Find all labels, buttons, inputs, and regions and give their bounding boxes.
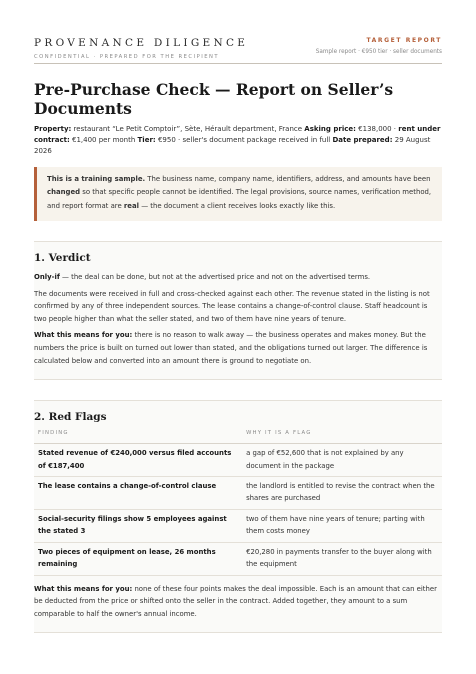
property-value: restaurant “Le Petit Comptoir”, Sète, Hérault department, France <box>73 125 303 133</box>
verdict-p1-text: — the deal can be done, but not at the advertised price and not on the advertised terms. <box>59 273 371 282</box>
red-flags-table <box>34 430 442 575</box>
report-meta <box>34 124 442 158</box>
notice-text-2: so that specific people cannot be identified. The legal provisions, source names, verification method, and report format are <box>47 188 432 210</box>
red-flags-summary <box>34 583 442 621</box>
finding-cell: The lease contains a change-of-control clause <box>34 477 242 510</box>
table-row <box>34 477 442 510</box>
verdict-p3-text: there is no reason to walk away — the business operates and makes money. But the numbers the price is built on turned out lower than stated, and the obligations turned out larger. The difference is calculated below and converted into an amount there is ground to negotiate on. <box>34 331 428 365</box>
red-flags-section <box>34 400 442 633</box>
notice-lead: This is a training sample. <box>47 174 146 183</box>
tier-value: €950 · seller's document package received in full <box>157 136 331 145</box>
asking-price-label: Asking price: <box>304 125 356 133</box>
notice-real: real <box>123 201 139 210</box>
report-header <box>34 0 442 64</box>
table-row <box>34 509 442 542</box>
table-header-row <box>34 430 442 444</box>
asking-price-value: €138,000 · <box>358 125 397 133</box>
verdict-paragraph-2: The documents were received in full and cross-checked against each other. The revenue stated in the listing is not confirmed by any of three independent sources. The lease contains a change-of-control clause. Staff headcount is two people higher than what the seller stated, and two of them have nine years of tenure. <box>34 289 430 323</box>
verdict-section <box>34 241 442 380</box>
property-label: Property: <box>34 125 72 133</box>
red-flags-summary-text: none of these four points makes the deal impossible. Each is an amount that can either be deducted from the price or shifted onto the seller in the contract. Added together, they amount to a sum comparable to half the owner's annual income. <box>34 584 437 618</box>
verdict-paragraph-1 <box>34 271 442 284</box>
verdict-only-if: Only-if <box>34 273 60 282</box>
page-title: Pre-Purchase Check — Report on Seller’s Documents <box>34 80 394 118</box>
why-cell: €20,280 in payments transfer to the buyer along with the equipment <box>242 542 442 575</box>
finding-cell: Two pieces of equipment on lease, 26 months remaining <box>34 542 242 575</box>
column-header-why: WHY IT IS A FLAG <box>242 430 442 444</box>
date-label: Date prepared: <box>332 136 393 145</box>
confidential-tagline: CONFIDENTIAL · PREPARED FOR THE RECIPIENT <box>34 54 220 60</box>
verdict-paragraph-3 <box>34 329 442 367</box>
why-cell: the landlord is entitled to revise the contract when the shares are purchased <box>242 477 442 510</box>
red-flags-heading: 2. Red Flags <box>34 411 107 424</box>
finding-cell: Stated revenue of €240,000 versus filed accounts of €187,400 <box>34 444 242 477</box>
training-sample-notice <box>34 167 442 222</box>
column-header-finding: FINDING <box>34 430 242 444</box>
table-row <box>34 542 442 575</box>
date-value: 29 August 2026 <box>34 136 431 156</box>
why-cell: two of them have nine years of tenure; parting with them costs money <box>242 509 442 542</box>
why-cell: a gap of €52,600 that is not explained by any document in the package <box>242 444 442 477</box>
notice-text-1: The business name, company name, identifiers, address, and amounts have been <box>145 174 431 183</box>
red-flags-meaning-lead: What this means for you: <box>34 584 133 593</box>
brand-name: PROVENANCE DILIGENCE <box>34 37 249 49</box>
tier-label: Tier: <box>137 136 156 145</box>
target-report-subtitle: Sample report · €950 tier · seller documents <box>315 49 442 55</box>
verdict-meaning-lead: What this means for you: <box>34 331 133 340</box>
notice-text-3: — the document a client receives looks exactly like this. <box>139 201 336 210</box>
verdict-heading: 1. Verdict <box>34 252 91 265</box>
table-row <box>34 444 442 477</box>
target-report-label: TARGET REPORT <box>366 37 442 44</box>
rent-label: rent under contract: <box>34 125 441 145</box>
rent-value: €1,400 per month <box>72 136 136 145</box>
notice-changed: changed <box>47 188 81 197</box>
finding-cell: Social-security filings show 5 employees against the stated 3 <box>34 509 242 542</box>
